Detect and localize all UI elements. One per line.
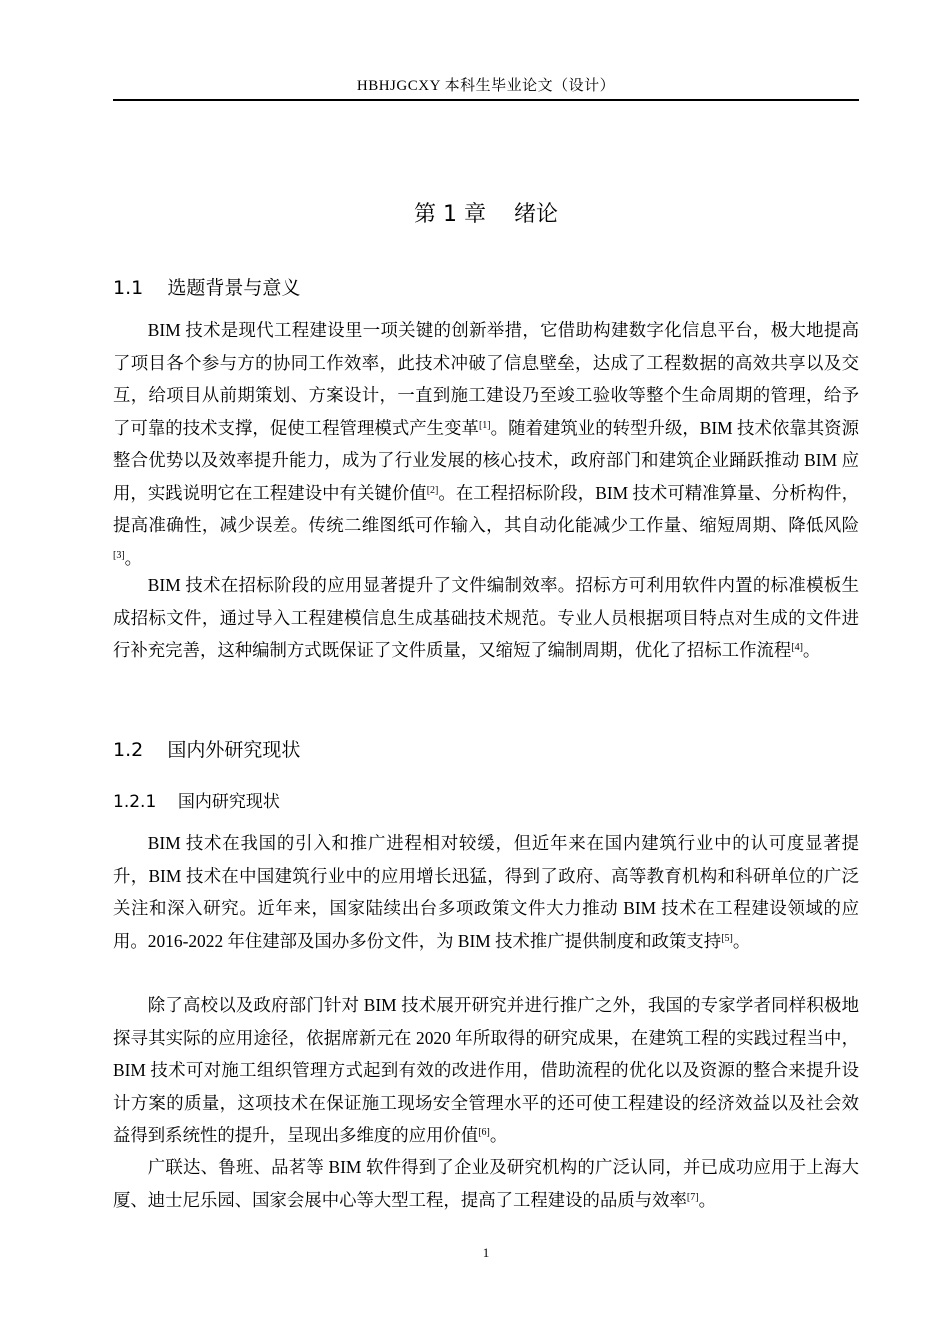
paragraph-1-1-a xyxy=(113,314,859,574)
citation-ref: [7] xyxy=(686,1191,699,1203)
section-heading-1-2-1: 1.2.1 国内研究现状 xyxy=(113,792,280,812)
paragraph-1-2-1-b xyxy=(113,989,859,1152)
paragraph-text: 。 xyxy=(802,640,821,660)
paragraph-text: BIM 技术是现代工程建设里一项关键的创新举措，它借助构建数字化信息平台，极大地提高了项目各个参与方的协同工作效率，此技术冲破了信息壁垒，达成了工程数据的高效共享以及交互，给项目从前期策划、方案设计，一直到施工建设乃至竣工验收等整个生命周期的管理，给予了可靠的技术支撑，促使工程管理模式产生变革 xyxy=(113,320,859,438)
citation-ref: [3] xyxy=(113,549,125,561)
page-number: 1 xyxy=(482,1245,490,1260)
section-heading-1-1: 1.1 选题背景与意义 xyxy=(113,277,301,299)
paragraph-text: 。 xyxy=(698,1189,716,1210)
citation-ref: [4] xyxy=(791,642,803,653)
paragraph-text: 。 xyxy=(732,930,751,951)
paragraph-text: 。 xyxy=(124,547,143,568)
chapter-title: 第 1 章 绪论 xyxy=(414,202,558,227)
paragraph-text: BIM 技术在我国的引入和推广进程相对较缓，但近年来在国内建筑行业中的认可度显著提升，BIM 技术在中国建筑行业中的应用增长迅猛，得到了政府、高等教育机构和科研单位的广泛关注和深入研究。近年来，国家陆续出台多项政策文件大力推动 BIM 技术在工程建设领域的应用。2016-2022 年住建部及国办多份文件，为 BIM 技术推广提供制度和政策支持 xyxy=(113,833,859,951)
paragraph-text: BIM 技术在招标阶段的应用显著提升了文件编制效率。招标方可利用软件内置的标准模板生成招标文件，通过导入工程建模信息生成基础技术规范。专业人员根据项目特点对生成的文件进行补充完善，这种编制方式既保证了文件质量，又缩短了编制周期，优化了招标工作流程 xyxy=(113,575,859,660)
header-rule xyxy=(113,99,859,101)
citation-ref: [2] xyxy=(426,484,439,496)
paragraph-text: 广联达、鲁班、品茗等 BIM 软件得到了企业及研究机构的广泛认同，并已成功应用于上海大厦、迪士尼乐园、国家会展中心等大型工程，提高了工程建设的品质与效率 xyxy=(113,1157,859,1210)
section-heading-1-2: 1.2 国内外研究现状 xyxy=(113,739,301,761)
paragraph-text: 。在工程招标阶段，BIM 技术可精准算量、分析构件，提高准确性，减少误差。传统二维图纸可作输入，其自动化能减少工作量、缩短周期、降低风险 xyxy=(113,482,859,535)
paragraph-1-1-b xyxy=(113,569,859,667)
citation-ref: [5] xyxy=(721,932,733,944)
paragraph-1-2-1-c xyxy=(113,1151,859,1216)
citation-ref: [6] xyxy=(478,1127,490,1138)
citation-ref: [1] xyxy=(478,419,491,431)
paragraph-text: 除了高校以及政府部门针对 BIM 技术展开研究并进行推广之外，我国的专家学者同样积极地探寻其实际的应用途径，依据席新元在 2020 年所取得的研究成果，在建筑工程的实践过程当中，BIM 技术可对施工组织管理方式起到有效的改进作用，借助流程的优化以及资源的整合来提升设计方案的质量，这项技术在保证施工现场安全管理水平的还可使工程建设的经济效益以及社会效益得到系统性的提升，呈现出多维度的应用价值 xyxy=(113,995,859,1145)
paragraph-1-2-1-a xyxy=(113,827,859,957)
running-header: HBHJGCXY 本科生毕业论文（设计） xyxy=(356,78,616,94)
paragraph-text: 。随着建筑业的转型升级，BIM 技术依靠其资源整合优势以及效率提升能力，成为了行业发展的核心技术，政府部门和建筑企业踊跃推动 BIM 应用，实践说明它在工程建设中有关键价值 xyxy=(113,417,859,503)
paragraph-text: 。 xyxy=(489,1125,508,1145)
